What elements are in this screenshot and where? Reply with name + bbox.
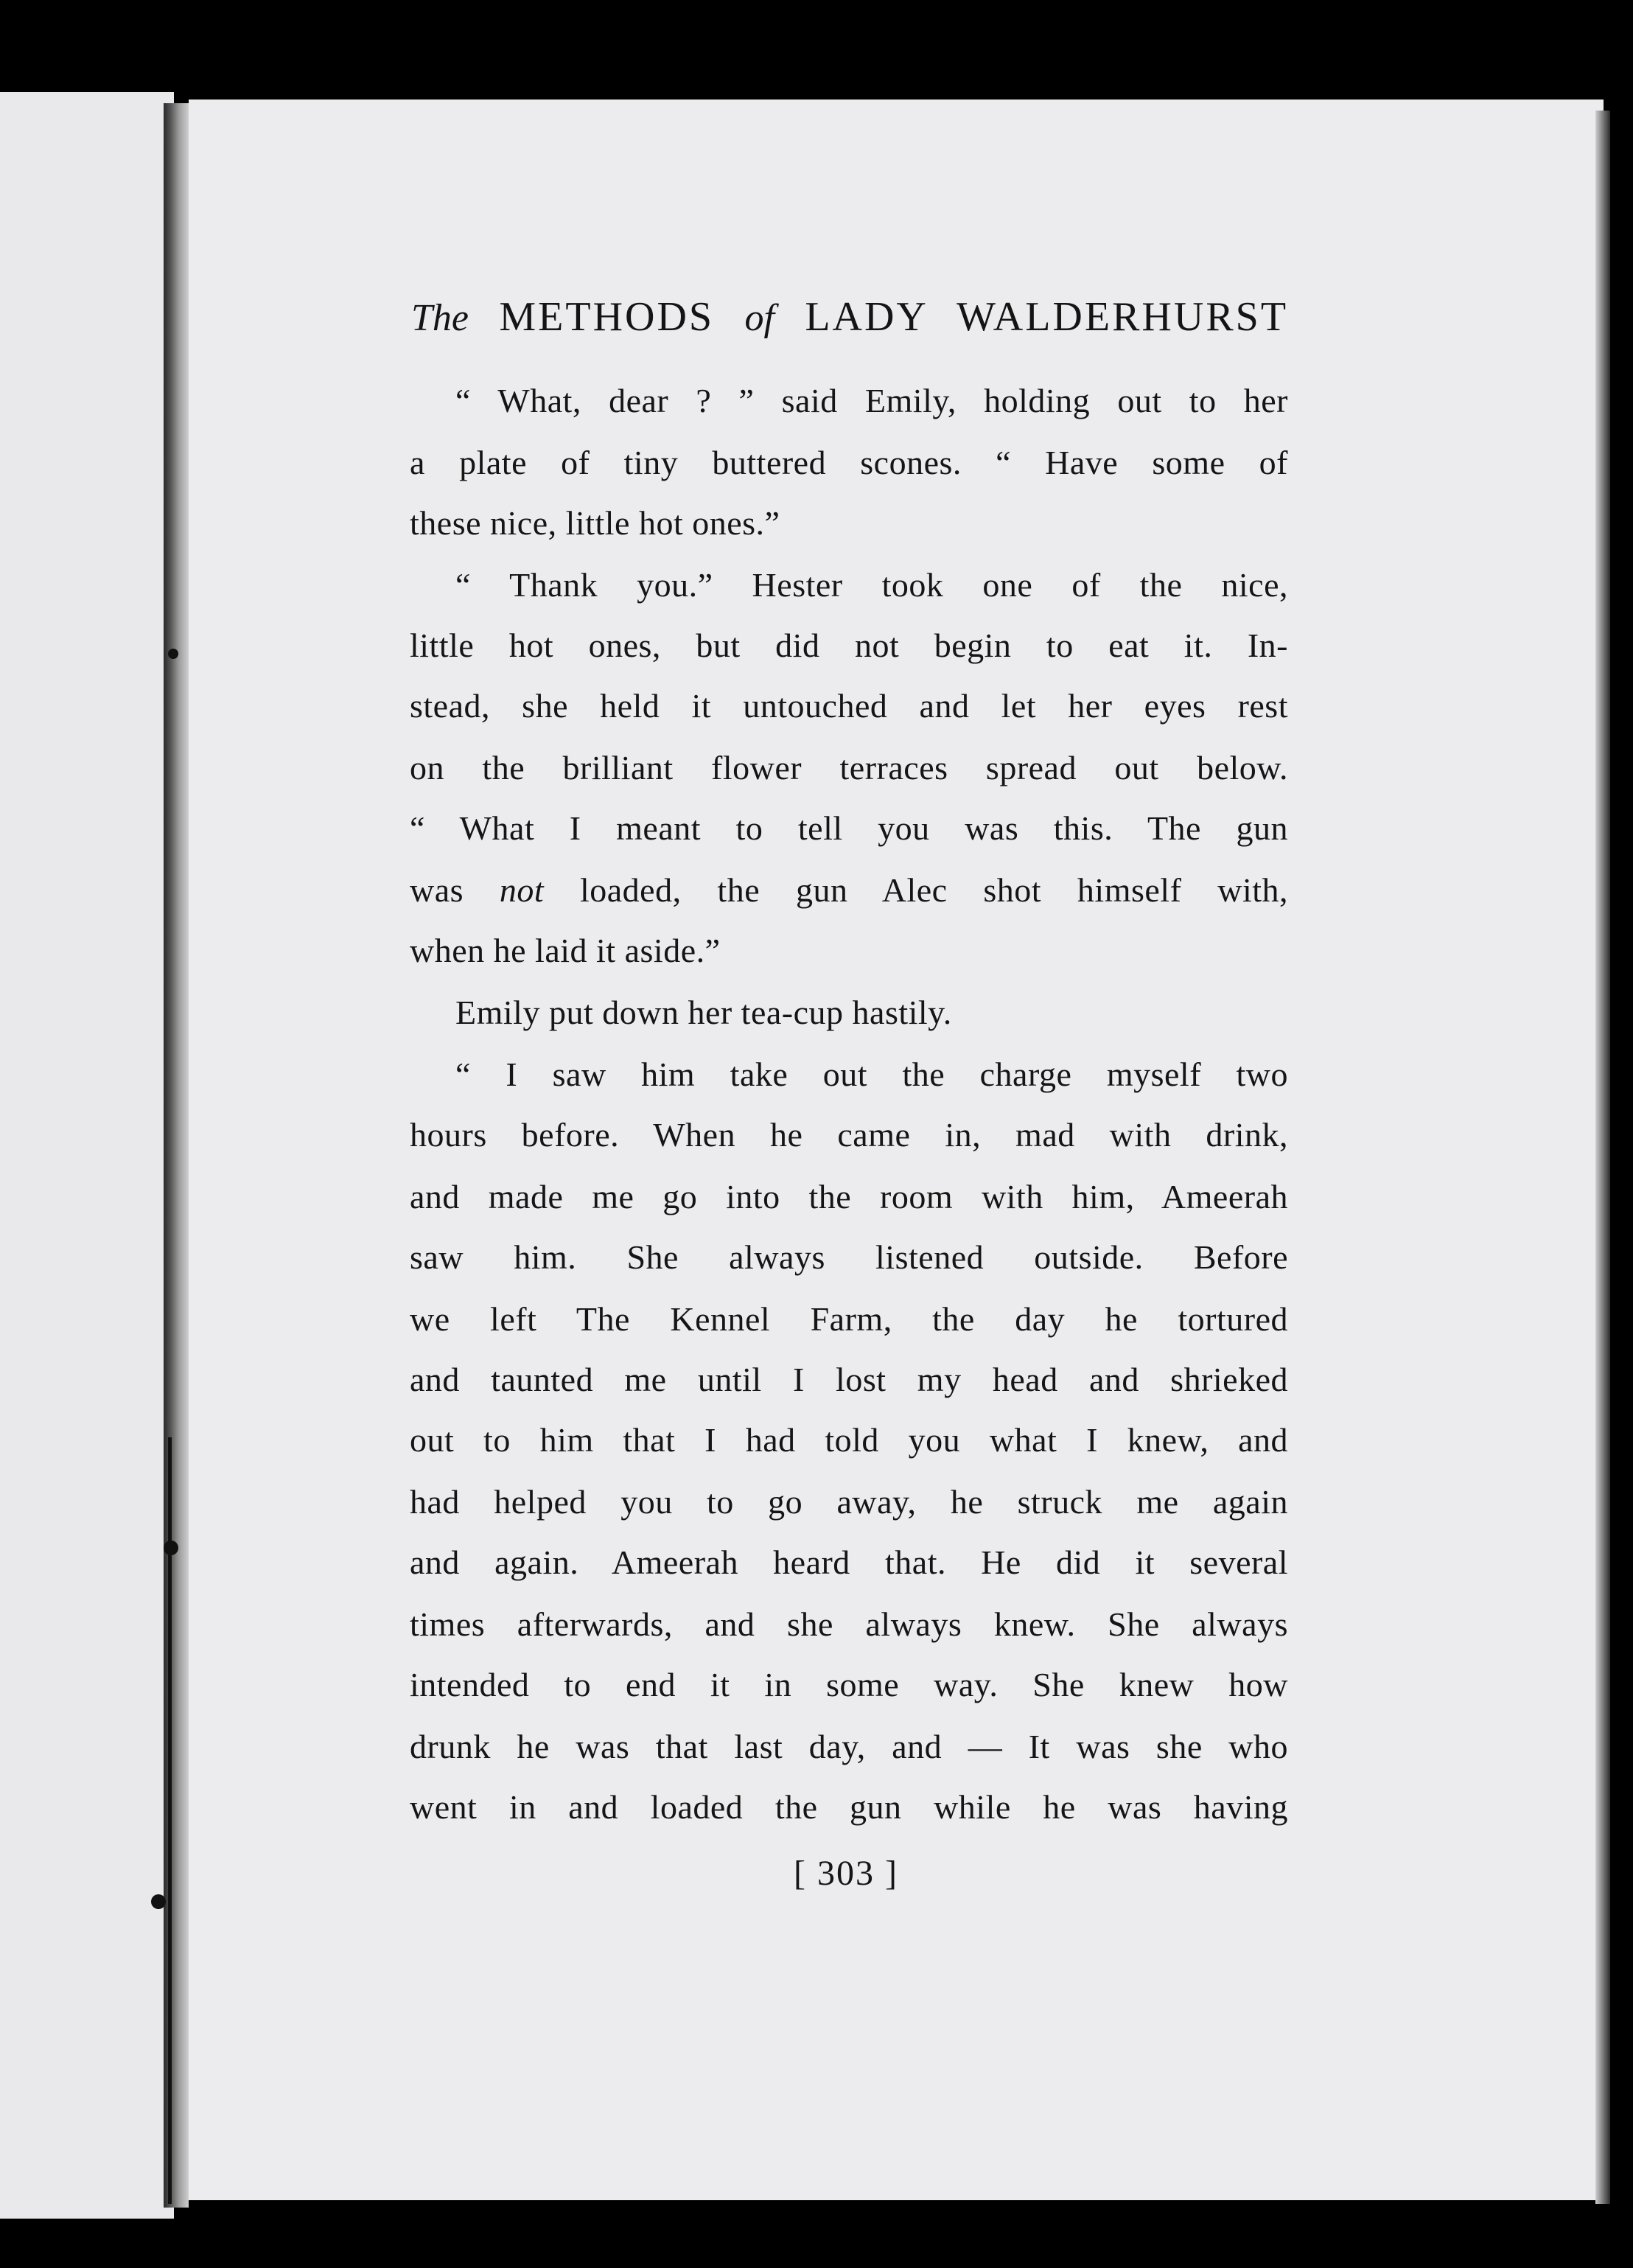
text-line: and again. Ameerah heard that. He did it several [410, 1543, 1288, 1581]
page-number: [ 303 ] [794, 1854, 898, 1893]
facing-page-edge [0, 92, 174, 2219]
text-line: drunk he was that last day, and — It was she who [410, 1728, 1288, 1765]
text-line: had helped you to go away, he struck me again [410, 1483, 1288, 1521]
text-line: a plate of tiny buttered scones. “ Have some of [410, 444, 1288, 481]
binding-stitch [168, 649, 178, 659]
text-line: and made me go into the room with him, Ameerah [410, 1178, 1288, 1215]
page-edge-shadow [1595, 111, 1610, 2204]
text-line: we left The Kennel Farm, the day he tortured [410, 1300, 1288, 1338]
text-line: hours before. When he came in, mad with drink, [410, 1116, 1288, 1154]
text-line: “ I saw him take out the charge myself two [455, 1056, 1288, 1093]
text-line: intended to end it in some way. She knew how [410, 1666, 1288, 1703]
text-line [410, 868, 1288, 913]
text-line: times afterwards, and she always knew. She always [410, 1605, 1288, 1643]
text-line: little hot ones, but did not begin to eat it. In- [410, 627, 1288, 664]
text-line: on the brilliant flower terraces spread out below. [410, 749, 1288, 786]
running-head-the: The [411, 297, 469, 339]
running-head-methods: METHODS [499, 294, 715, 340]
text-line: Emily put down her tea-cup hastily. [455, 994, 952, 1031]
text-line: “ What, dear ? ” said Emily, holding out to her [455, 382, 1288, 419]
text-line: and taunted me until I lost my head and shrieked [410, 1361, 1288, 1398]
text-run: loaded, the gun Alec shot himself with, [544, 871, 1288, 909]
text-line: saw him. She always listened outside. Before [410, 1238, 1288, 1276]
text-line: these nice, little hot ones.” [410, 504, 780, 542]
text-line: when he laid it aside.” [410, 932, 721, 969]
text-line: “ What I meant to tell you was this. The gun [410, 809, 1288, 847]
text-line: went in and loaded the gun while he was having [410, 1788, 1288, 1826]
text-line: out to him that I had told you what I knew, and [410, 1421, 1288, 1459]
running-head-title: LADY WALDERHURST [805, 294, 1289, 340]
running-head-of: of [744, 297, 774, 339]
emphasis-word: not [499, 871, 545, 909]
text-line: stead, she held it untouched and let her eyes rest [410, 687, 1288, 725]
text-run: was [410, 871, 500, 909]
running-head [411, 293, 1288, 341]
text-line: “ Thank you.” Hester took one of the nice, [455, 566, 1288, 604]
binding-stitch [164, 1541, 178, 1555]
binding-stitch [151, 1894, 166, 1909]
